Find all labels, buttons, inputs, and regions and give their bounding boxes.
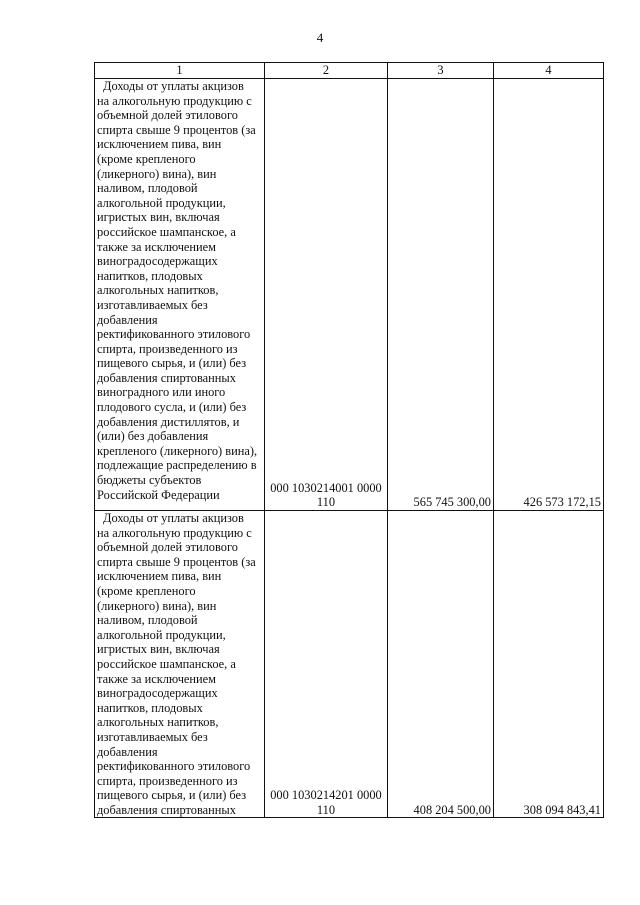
description-line: объемной долей этилового [97,540,238,555]
description-line: игристых вин, включая [97,642,220,657]
description-line: добавления спиртованных [97,370,236,385]
description-line: спирта, произведенного из [97,341,238,356]
description-line: (ликерного) вина), вин [97,598,217,613]
description-line: также за исключением [97,239,217,254]
description-line: спирта свыше 9 процентов (за [97,122,256,137]
budget-code-part: 000 1030214001 0000 [270,480,382,495]
description-line: добавления [97,312,158,327]
executed-amount: 426 573 172,15 [494,79,604,511]
column-header: 3 [388,63,494,79]
description-line: игристых вин, включая [97,210,220,225]
table-header-row [95,63,604,79]
description-line: исключением пива, вин [97,137,222,152]
description-line: бюджеты субъектов [97,473,202,488]
description-line: наливом, плодовой [97,613,198,628]
description-line: плодового сусла, и (или) без [97,400,247,415]
page-number: 4 [316,30,324,45]
table-row [95,511,604,818]
budget-code [265,79,388,511]
description-line: добавления дистиллятов, и [97,414,240,429]
description-line: алкогольной продукции, [97,627,226,642]
description-line: российское шампанское, а [97,656,236,671]
description-line: ректификованного этилового [97,759,251,774]
description-line: Доходы от уплаты акцизов [103,79,244,93]
column-header: 2 [265,63,388,79]
description-line: напитков, плодовых [97,700,203,715]
description-line: объемной долей этилового [97,108,238,123]
description-line: спирта, произведенного из [97,773,238,788]
description-line: алкогольных напитков, [97,715,219,730]
description-line: виноградосодержащих [97,254,218,269]
column-header: 1 [95,63,265,79]
row-description [95,511,265,818]
planned-amount: 565 745 300,00 [388,79,494,511]
row-description [95,79,265,511]
description-line: алкогольной продукции, [97,195,226,210]
description-line: добавления [97,744,158,759]
budget-code-part: 000 1030214201 0000 [270,788,382,803]
description-line: напитков, плодовых [97,268,203,283]
budget-table [94,62,604,818]
description-line: российское шампанское, а [97,224,236,239]
budget-code-part: 110 [316,495,336,510]
description-line: исключением пива, вин [97,569,222,584]
description-line: (кроме крепленого [97,583,196,598]
description-line: виноградосодержащих [97,686,218,701]
description-line: изготавливаемых без [97,297,208,312]
description-line: спирта свыше 9 процентов (за [97,554,256,569]
description-line: на алкогольную продукцию с [97,525,252,540]
description-line: (кроме крепленого [97,151,196,166]
table-row [95,79,604,511]
description-line: (ликерного) вина), вин [97,166,217,181]
description-line: алкогольных напитков, [97,283,219,298]
description-line: Доходы от уплаты акцизов [103,511,244,525]
description-line: добавления спиртованных [97,802,236,817]
description-line: крепленого (ликерного) вина), [97,443,258,458]
description-line: подлежащие распределению в [97,458,257,473]
column-header: 4 [494,63,604,79]
description-line: также за исключением [97,671,217,686]
description-line: пищевого сырья, и (или) без [97,356,247,371]
description-line: наливом, плодовой [97,181,198,196]
description-line: ректификованного этилового [97,327,251,342]
description-line: изготавливаемых без [97,729,208,744]
description-line: (или) без добавления [97,429,209,444]
budget-code [265,511,388,818]
executed-amount: 308 094 843,41 [494,511,604,818]
description-line: Российской Федерации [97,487,220,502]
budget-code-part: 110 [316,802,336,817]
planned-amount: 408 204 500,00 [388,511,494,818]
description-line: на алкогольную продукцию с [97,93,252,108]
description-line: виноградного или иного [97,385,226,400]
description-line: пищевого сырья, и (или) без [97,788,247,803]
